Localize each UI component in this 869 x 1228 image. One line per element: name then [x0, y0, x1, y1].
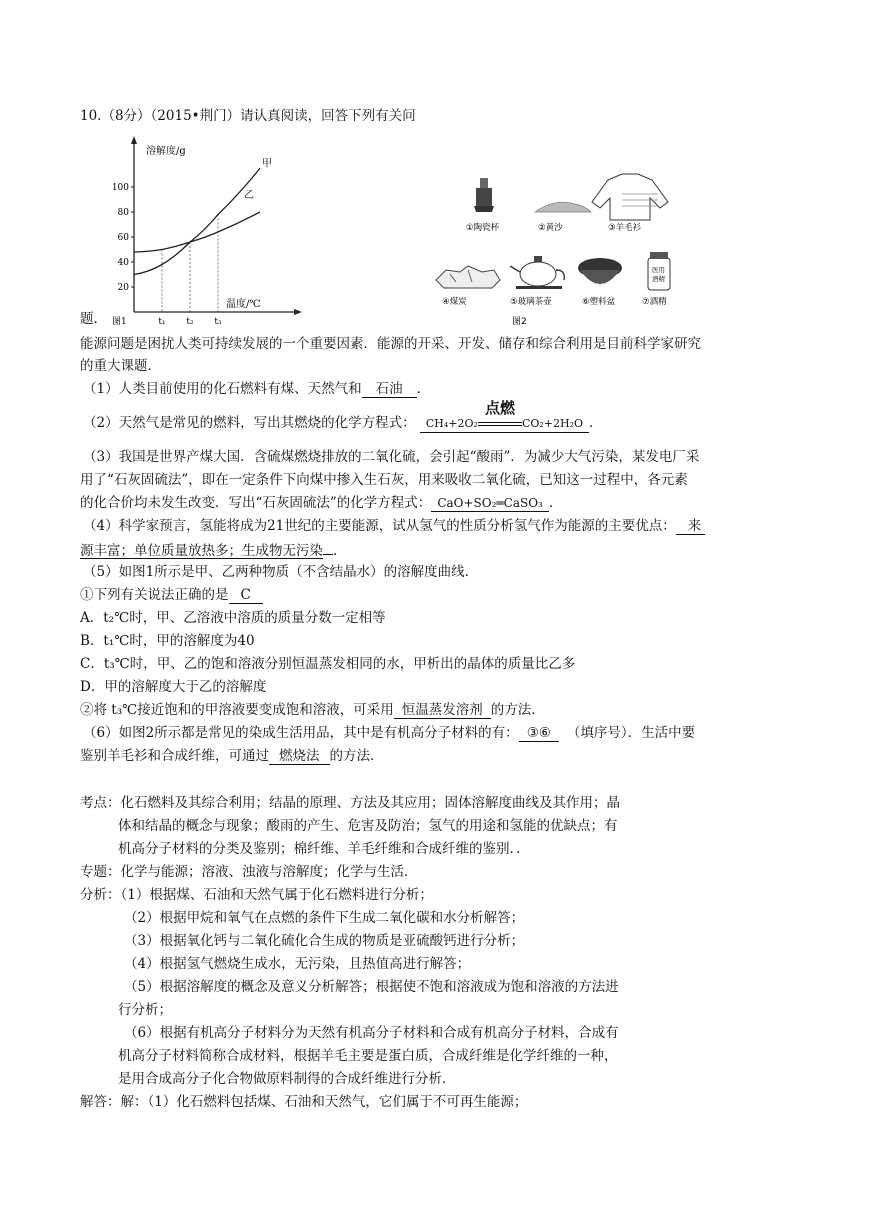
y-axis-arrow: [131, 136, 137, 144]
q2-reactants: CH₄+2O₂: [425, 417, 478, 430]
question-header: 10.（8分）（2015•荆门）请认真阅读，回答下列有关问: [80, 108, 416, 124]
q6-line2-end: 的方法．: [329, 748, 384, 764]
q5a-answer: C: [229, 587, 263, 604]
coal-icon: [436, 266, 500, 288]
analysis-line-6a: （6）根据有机高分子材料分为天然有机高分子材料和合成有机高分子材料，合成有: [124, 1025, 619, 1041]
q6-line2-text: 鉴别羊毛衫和合成纤维，可通过: [80, 748, 269, 764]
q6-line-1: [83, 724, 695, 742]
item-label-6: ⑥塑料盆: [582, 297, 616, 307]
q3-line-3: [80, 494, 562, 512]
fig1-caption: 图1: [112, 317, 127, 326]
analysis-line-5a: （5）根据溶解度的概念及意义分析解答；根据使不饱和溶液成为饱和溶液的方法进: [124, 979, 619, 995]
q6-text: （6）如图2所示都是常见的染成生活用品，其中是有机高分子材料的有：: [83, 725, 519, 741]
sand-icon: [535, 202, 591, 212]
analysis-line-3: （3）根据氧化钙与二氧化硫化合生成的物质是亚硫酸钙进行分析；: [124, 933, 525, 949]
analysis-line-6c: 是用合成高分子化合物做原料制得的合成纤维进行分析．: [118, 1071, 456, 1087]
q1-end: ．: [416, 381, 431, 397]
series-label-yi: 乙: [244, 190, 254, 201]
q4-answer-part1: 来: [676, 518, 706, 535]
bottle-label-line2: 酒精: [652, 275, 665, 283]
q5-line: （5）如图1所示是甲、乙两种物质（不含结晶水）的溶解度曲线．: [83, 564, 479, 580]
topic-line: 专题：化学与能源；溶液、浊液与溶解度；化学与生活．: [80, 864, 418, 880]
q4-line-2: [80, 540, 347, 560]
question-tail: 题.: [80, 311, 98, 327]
analysis-line-1: 分析：（1）根据煤、石油和天然气属于化石燃料进行分析；: [80, 887, 433, 903]
item-label-4: ④煤炭: [442, 297, 467, 307]
q4-text: （4）科学家预言，氢能将成为21世纪的主要能源，试从氢气的性质分析氢气作为能源的主要优点：: [83, 518, 676, 534]
fig2-caption: 图2: [512, 317, 527, 327]
x-axis-arrow: [294, 309, 302, 315]
q4-line-1: [83, 517, 705, 535]
plastic-basin-icon: [578, 258, 622, 284]
answer-line-1: 解答：解：（1）化石燃料包括煤、石油和天然气，它们属于不可再生能源；: [80, 1094, 528, 1110]
item-label-7: ⑦酒精: [642, 297, 667, 307]
option-d: D．甲的溶解度大于乙的溶解度: [80, 679, 267, 695]
q2-condition-label: 点燃: [484, 399, 515, 417]
key-points-line-1: 考点：化石燃料及其综合利用；结晶的原理、方法及其应用；固体溶解度曲线及其作用；晶: [80, 795, 620, 811]
solubility-chart-figure: [108, 134, 303, 326]
x-tick-label: t₁: [158, 317, 166, 326]
y-tick-label: 40: [117, 258, 129, 268]
y-axis-label: 溶解度/g: [146, 146, 186, 157]
q2-condition: [478, 399, 522, 432]
option-a: A．t₂℃时，甲、乙溶液中溶质的质量分数一定相等: [80, 610, 386, 626]
option-c: C．t₃℃时，甲、乙的饱和溶液分别恒温蒸发相同的水，甲析出的晶体的质量比乙多: [80, 656, 576, 672]
series-line-yi: [134, 212, 260, 252]
y-tick-label: 80: [117, 208, 129, 218]
q3-answer: CaO+SO₂═CaSO₃: [431, 495, 549, 512]
intro-line-2: 的重大课题．: [80, 358, 161, 374]
solubility-chart: [108, 134, 303, 326]
q2-answer: [420, 399, 589, 433]
q4-end: ．: [333, 543, 347, 559]
y-tick-label: 100: [111, 183, 129, 193]
q5b-line: [80, 701, 545, 719]
y-tick-label: 20: [117, 283, 129, 293]
intro-line-1: 能源问题是困扰人类可持续发展的一个重要因素．能源的开采、开发、储存和综合利用是目前科学家研究: [80, 336, 701, 352]
item-label-1: ①陶瓷杯: [466, 223, 500, 233]
option-b: B．t₁℃时，甲的溶解度为40: [80, 633, 255, 649]
q1-answer: 石油: [362, 381, 417, 398]
items-illustration: [430, 150, 680, 330]
question-1: [83, 380, 430, 398]
item-label-5: ⑤玻璃茶壶: [510, 297, 552, 307]
analysis-line-4: （4）根据氢气燃烧生成水，无污染，且热值高进行解答；: [124, 956, 471, 972]
x-tick-label: t₃: [214, 317, 222, 326]
q2-products: CO₂+2H₂O: [521, 417, 584, 430]
q3-text: 的化合价均未发生改变．写出“石灰固硫法”的化学方程式：: [80, 495, 432, 511]
ceramic-cup-icon: [474, 178, 494, 212]
x-axis-label: 温度/℃: [226, 299, 261, 310]
item-label-3: ③羊毛衫: [608, 223, 642, 233]
q2-text: （2）天然气是常见的燃料，写出其燃烧的化学方程式：: [83, 415, 416, 431]
glass-teapot-icon: [510, 256, 564, 289]
q3-line-2: 用了“石灰固硫法”，即在一定条件下向煤中掺入生石灰，用来吸收二氧化硫，已知这一过程中，各元素: [80, 472, 688, 488]
q6-line-2: [80, 747, 384, 765]
analysis-line-2: （2）根据甲烷和氧气在点燃的条件下生成二氧化碳和水分析解答；: [124, 910, 525, 926]
q5b-text: ②将 t₃℃接近饱和的甲溶液要变成饱和溶液，可采用: [80, 702, 394, 718]
q5b-end: 的方法．: [490, 702, 545, 718]
key-points-line-3: 机高分子材料的分类及鉴别；棉纤维、羊毛纤维和合成纤维的鉴别．．: [118, 841, 530, 857]
q4-answer-part2: 源丰富；单位质量放热多；生成物无污染: [80, 543, 323, 559]
analysis-line-5b: 行分析；: [118, 1002, 172, 1018]
item-label-2: ②黄沙: [538, 223, 563, 233]
q6-text-end: （填序号）．生活中要: [566, 725, 696, 741]
key-points-line-2: 体和结晶的概念与现象；酸雨的产生、危害及防治；氢气的用途和氢能的优缺点；有: [118, 818, 618, 834]
q2-end: ．: [589, 415, 603, 431]
q3-end: ．: [548, 495, 563, 511]
question-2: [83, 399, 603, 433]
q6-answer: ③⑥: [519, 725, 559, 742]
x-tick-label: t₂: [186, 317, 194, 326]
bottle-label-line1: 医用: [652, 266, 665, 274]
q3-line-1: （3）我国是世界产煤大国．含硫煤燃烧排放的二氧化硫，会引起“酸雨”．为减少大气污染，某发电厂采: [83, 449, 700, 465]
q5b-answer: 恒温蒸发溶剂: [394, 702, 491, 719]
q6-line2-answer: 燃烧法: [269, 748, 330, 765]
series-label-jia: 甲: [262, 158, 272, 170]
q5a-line: [80, 586, 263, 604]
q1-text: （1）人类目前使用的化石燃料有煤、天然气和: [83, 381, 362, 397]
alcohol-bottle-icon: [648, 252, 670, 290]
analysis-line-6b: 机高分子材料简称合成材料，根据羊毛主要是蛋白质，合成纤维是化学纤维的一种，: [118, 1048, 618, 1064]
items-figure: [430, 150, 680, 330]
q5a-text: ①下列有关说法正确的是: [80, 587, 229, 603]
sweater-icon: [592, 174, 668, 220]
y-tick-label: 60: [117, 233, 129, 243]
